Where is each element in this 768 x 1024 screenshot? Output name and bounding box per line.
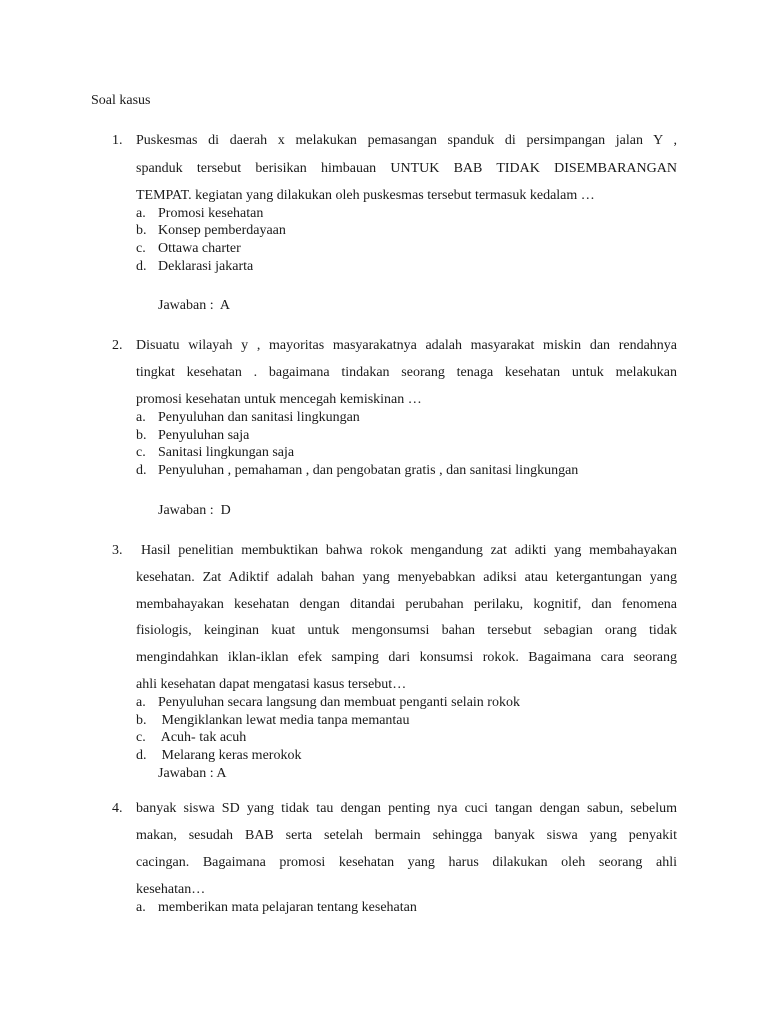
option-text: Penyuluhan dan sanitasi lingkungan	[158, 410, 360, 425]
question-text-line: Hasil penelitian membuktikan bahwa rokok mengandung zat adikti yang membahayakan	[141, 543, 677, 558]
option-letter: d.	[136, 463, 147, 478]
option-letter: c.	[136, 445, 146, 460]
question-text-line: promosi kesehatan untuk mencegah kemiskinan …	[136, 392, 422, 407]
option-text: Deklarasi jakarta	[158, 259, 254, 274]
option-letter: a.	[136, 410, 146, 425]
question-text-line: kesehatan…	[136, 882, 206, 897]
option-letter: c.	[136, 730, 146, 745]
question-number: 4.	[112, 801, 123, 816]
question-text-line: TEMPAT. kegiatan yang dilakukan oleh puskesmas tersebut termasuk kedalam …	[136, 188, 595, 203]
option-text: Melarang keras merokok	[158, 748, 302, 763]
question-text-line: Puskesmas di daerah x melakukan pemasangan spanduk di persimpangan jalan Y ,	[136, 133, 677, 148]
question-text-line: fisiologis, keinginan kuat untuk mengonsumsi bahan tersebut sebagian orang tidak	[136, 623, 677, 638]
option-text: Penyuluhan saja	[158, 428, 250, 443]
question-text-line: makan, sesudah BAB serta setelah bermain sehingga banyak siswa yang penyakit	[136, 828, 677, 843]
document-heading: Soal kasus	[91, 93, 151, 108]
option-letter: b.	[136, 713, 147, 728]
option-letter: b.	[136, 428, 147, 443]
option-letter: c.	[136, 241, 146, 256]
option-text: Ottawa charter	[158, 241, 241, 256]
answer-line: Jawaban : A	[158, 766, 227, 781]
option-text: Acuh- tak acuh	[158, 730, 247, 745]
answer-line: Jawaban : D	[158, 503, 231, 518]
question-text-line: ahli kesehatan dapat mengatasi kasus tersebut…	[136, 677, 407, 692]
question-number: 3.	[112, 543, 123, 558]
option-text: memberikan mata pelajaran tentang kesehatan	[158, 900, 417, 915]
option-letter: b.	[136, 223, 147, 238]
option-text: Penyuluhan secara langsung dan membuat penganti selain rokok	[158, 695, 520, 710]
option-text: Penyuluhan , pemahaman , dan pengobatan gratis , dan sanitasi lingkungan	[158, 463, 579, 478]
question-text-line: kesehatan. Zat Adiktif adalah bahan yang menyebabkan adiksi atau ketergantungan yang	[136, 570, 677, 585]
answer-line: Jawaban : A	[158, 298, 230, 313]
question-text-line: mengindahkan iklan-iklan efek samping dari konsumsi rokok. Bagaimana cara seorang	[136, 650, 677, 665]
option-letter: d.	[136, 748, 147, 763]
question-text-line: banyak siswa SD yang tidak tau dengan penting nya cuci tangan dengan sabun, sebelum	[136, 801, 677, 816]
option-letter: a.	[136, 900, 146, 915]
question-text-line: Disuatu wilayah y , mayoritas masyarakatnya adalah masyarakat miskin dan rendahnya	[136, 338, 677, 353]
question-text-line: membahayakan kesehatan dengan ditandai perubahan perilaku, kognitif, dan fenomena	[136, 597, 677, 612]
option-text: Sanitasi lingkungan saja	[158, 445, 295, 460]
question-text-line: spanduk tersebut berisikan himbauan UNTUK BAB TIDAK DISEMBARANGAN	[136, 161, 677, 176]
option-letter: a.	[136, 695, 146, 710]
question-number: 2.	[112, 338, 123, 353]
question-text-line: cacingan. Bagaimana promosi kesehatan yang harus dilakukan oleh seorang ahli	[136, 855, 677, 870]
question-text-line: tingkat kesehatan . bagaimana tindakan seorang tenaga kesehatan untuk melakukan	[136, 365, 677, 380]
option-text: Mengiklankan lewat media tanpa memantau	[158, 713, 410, 728]
option-letter: a.	[136, 206, 146, 221]
option-text: Promosi kesehatan	[158, 206, 264, 221]
option-letter: d.	[136, 259, 147, 274]
option-text: Konsep pemberdayaan	[158, 223, 286, 238]
question-number: 1.	[112, 133, 123, 148]
